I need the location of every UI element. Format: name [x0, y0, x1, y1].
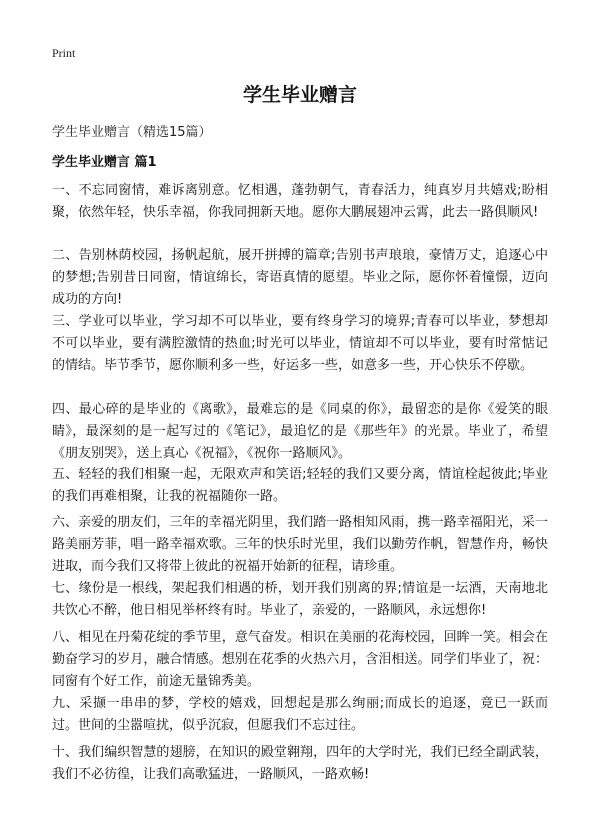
paragraph-10: 十、我们编织智慧的翅膀，在知识的殿堂翱翔，四年的大学时光，我们已经全副武装，我们不必彷徨，让我们高歌猛进，一路顺风，一路欢畅!: [52, 745, 548, 782]
paragraph-8: 八、相见在丹菊花绽的季节里，意气奋发。相识在美丽的花海校园，回眸一笑。相会在勤奋学习的岁月，融合情感。想别在花季的火热六月，含泪相送。同学们毕业了，祝：同窗有个好工作，前途无量锦秀美。: [52, 630, 548, 689]
paragraph-3: 三、学业可以毕业，学习却不可以毕业，要有终身学习的境界;青春可以毕业，梦想却不可以毕业，要有满腔激情的热血;时光可以毕业，情谊却不可以毕业，要有时常惦记的情结。毕节季节，愿你顺利多一些，好运多一些，如意多一些，开心快乐不停歇。: [52, 314, 548, 373]
document-title: 学生毕业赠言: [242, 84, 357, 106]
paragraph-1: 一、不忘同窗情，难诉离别意。忆相遇，蓬勃朝气，青春活力，纯真岁月共嬉戏;盼相聚，依然年轻，快乐幸福，你我同拥新天地。愿你大鹏展翅冲云霄，此去一路俱顺风!: [52, 183, 548, 220]
paragraph-9: 九、采撷一串串的梦，学校的嬉戏，回想起是那么绚丽;而成长的追逐，竟已一跃而过。世间的尘嚣喧扰，似乎沉寂，但愿我们不忘过往。: [52, 696, 548, 733]
print-label: Print: [52, 46, 76, 60]
paragraph-7: 七、缘份是一根线，架起我们相遇的桥，划开我们别离的界;情谊是一坛酒，天南地北共饮心不醉，他日相见举杯终有时。毕业了，亲爱的，一路顺风，永远想你!: [52, 581, 548, 618]
section-heading: 学生毕业赠言 篇1: [52, 155, 157, 170]
paragraph-2: 二、告别林荫校园，扬帆起航，展开拼搏的篇章;告别书声琅琅，豪情万丈，追逐心中的梦想;告别昔日同窗，情谊绵长，寄语真情的愿望。毕业之际，愿你怀着憧憬，迈向成功的方向!: [52, 248, 548, 307]
paragraph-6: 六、亲爱的朋友们，三年的幸福光阴里，我们踏一路相知风雨，携一路幸福阳光，采一路美丽芳菲，唱一路幸福欢歌。三年的快乐时光里，我们以勤劳作帆，智慧作舟，畅快进取，而今我们又将带上彼此的祝福开始新的征程，请珍重。: [52, 515, 548, 574]
paragraph-4: 四、最心碎的是毕业的《离歌》，最难忘的是《同桌的你》，最留恋的是你《爱笑的眼睛》，最深刻的是一起写过的《笔记》，最追忆的是《那些年》的光景。毕业了，希望《朋友别哭》，送上真心《祝福》，《祝你一路顺风》。: [52, 402, 548, 461]
paragraph-5: 五、轻轻的我们相聚一起，无限欢声和笑语;轻轻的我们又要分离，情谊栓起彼此;毕业的我们再难相聚，让我的祝福随你一路。: [52, 467, 548, 504]
document-subtitle: 学生毕业赠言（精选15篇）: [52, 125, 212, 140]
